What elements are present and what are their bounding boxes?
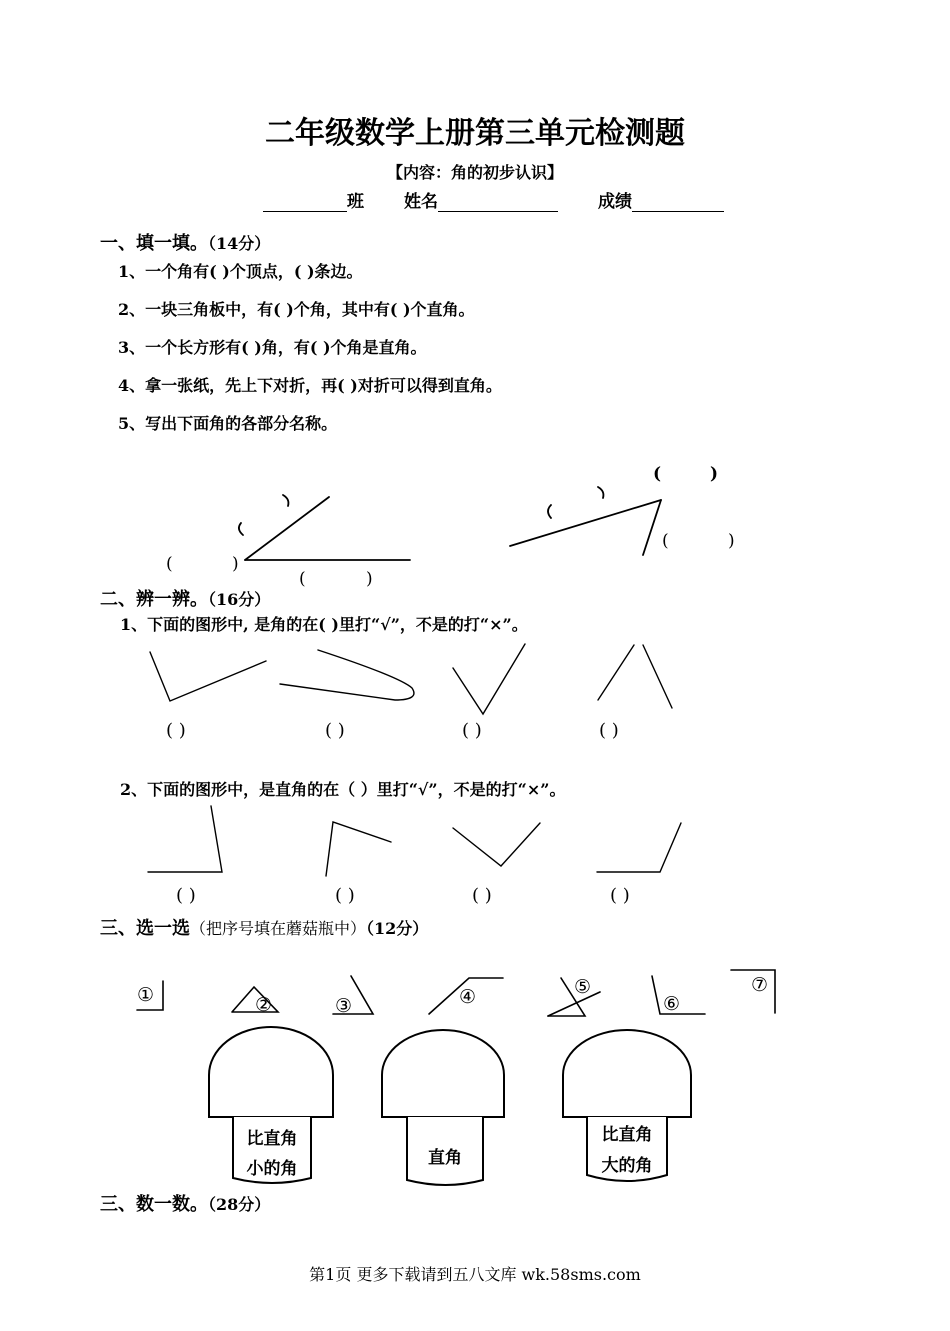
mushroom-3-label-line1: 比直角	[601, 1125, 653, 1145]
s2q1-figure-4a	[598, 645, 634, 700]
s2q2-figures	[148, 806, 681, 876]
s3-marker-3: ③	[335, 995, 353, 1017]
section3-points: （12分）	[366, 919, 429, 938]
s2q2-figure-3	[453, 823, 540, 866]
s3-marker-1: ①	[137, 984, 155, 1006]
s2q2-answer-3[interactable]: ( )	[472, 885, 492, 906]
angle1-blank-vertex-close: )	[232, 554, 239, 574]
s2q1-figure-3	[453, 644, 525, 714]
angle1-blank-mark-1	[283, 495, 288, 506]
s2q2-figure-2	[326, 822, 391, 876]
s2q2-figure-1	[148, 806, 222, 872]
section3-note: （把序号填在蘑菇瓶中）	[190, 919, 367, 938]
mushroom-2-label: 直角	[428, 1148, 462, 1168]
s3-marker-7: ⑦	[751, 974, 769, 996]
s2q2-answer-1[interactable]: ( )	[176, 885, 196, 906]
mushroom-2-cap	[382, 1030, 504, 1117]
section1-title: 一、填一填。	[100, 233, 208, 254]
s3-marker-5: ⑤	[574, 976, 592, 998]
angle2-blank-side-close: )	[728, 531, 735, 551]
s2-question-2: 2、下面的图形中，是直角的在（ ）里打“√”，不是的打“×”。	[120, 780, 566, 799]
score-label: 成绩	[598, 192, 632, 212]
s2q1-figure-4b	[643, 645, 672, 708]
mushroom-1-label-line2: 小的角	[246, 1159, 298, 1179]
angle1-blank-vertex[interactable]: (	[166, 554, 173, 574]
s1-item-5: 5、写出下面角的各部分名称。	[118, 414, 338, 433]
angle1-blank-side[interactable]: (	[299, 569, 306, 589]
s1-item-3: 3、一个长方形有( )角，有( )个角是直角。	[118, 338, 427, 357]
s2q1-figure-2	[280, 650, 414, 700]
s2q2-answer-2[interactable]: ( )	[335, 885, 355, 906]
s2q2-figure-4	[597, 823, 681, 872]
angle2-side-lower	[643, 500, 661, 555]
s2q1-answer-1[interactable]: ( )	[166, 720, 186, 741]
angle2-blank-mark-2	[548, 505, 551, 518]
s3-marker-4: ④	[459, 986, 477, 1008]
mushroom-3-cap	[563, 1030, 691, 1117]
s2-question-1: 1、下面的图形中, 是角的在( )里打“√”，不是的打“×”。	[120, 615, 528, 634]
angle2-blank-vertex-close: )	[710, 464, 719, 484]
s1-angle-figure-2	[510, 487, 661, 555]
s2q1-answer-4[interactable]: ( )	[599, 720, 619, 741]
s2q1-answer-3[interactable]: ( )	[462, 720, 482, 741]
name-label: 姓名	[404, 192, 438, 212]
s2q1-answer-2[interactable]: ( )	[325, 720, 345, 741]
section4-title: 三、数一数。	[100, 1194, 208, 1215]
section2-points: （16分）	[208, 590, 271, 609]
s1-item-2: 2、一块三角板中，有( )个角，其中有( )个直角。	[118, 300, 475, 319]
page-subtitle: 【内容：角的初步认识】	[386, 163, 563, 182]
angle2-side-upper	[510, 500, 661, 546]
angle2-blank-side[interactable]: (	[662, 531, 669, 551]
section4-points: （28分）	[208, 1195, 271, 1214]
mushroom-1-cap	[209, 1027, 333, 1117]
s3-marker-6: ⑥	[663, 993, 681, 1015]
class-label: 班	[347, 192, 364, 212]
s3-marker-2: ②	[255, 994, 273, 1016]
angle2-blank-mark-1	[598, 487, 603, 498]
section3-title: 三、选一选	[100, 918, 190, 939]
angle1-side-upper	[245, 497, 329, 560]
s2q1-figure-1	[150, 652, 266, 701]
angle2-blank-vertex[interactable]: (	[653, 464, 662, 484]
mushroom-3-label-line2: 大的角	[601, 1156, 653, 1176]
section1-points: （14分）	[208, 234, 271, 253]
mushroom-1-label-line1: 比直角	[246, 1129, 298, 1149]
s1-item-4: 4、拿一张纸，先上下对折，再( )对折可以得到直角。	[118, 376, 502, 395]
angle1-blank-side-close: )	[366, 569, 373, 589]
angle1-blank-mark-2	[239, 523, 243, 535]
s2q2-answer-4[interactable]: ( )	[610, 885, 630, 906]
page-title: 二年级数学上册第三单元检测题	[265, 116, 685, 151]
s2q1-figures	[150, 644, 672, 714]
section2-title: 二、辨一辨。	[100, 589, 208, 610]
page-footer: 第1页 更多下载请到五八文库 wk.58sms.com	[309, 1265, 641, 1284]
s1-item-1: 1、一个角有( )个顶点，( )条边。	[118, 262, 363, 281]
s1-angle-figure-1	[239, 495, 410, 560]
